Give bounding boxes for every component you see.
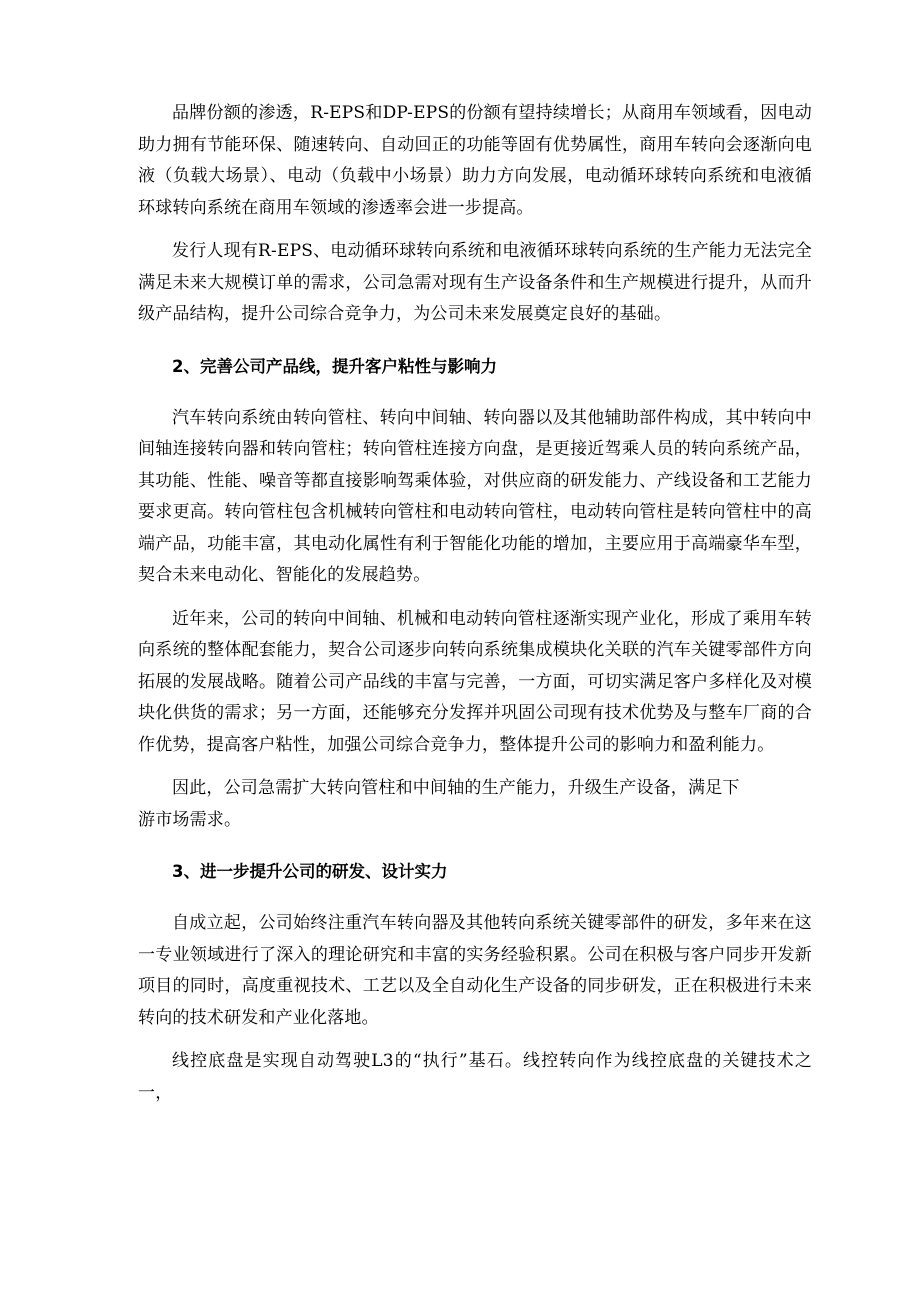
paragraph-capacity-need: 发行人现有R-EPS、电动循环球转向系统和电液循环球转向系统的生产能力无法完全满足未来大规模订单的需求，公司急需对现有生产设备条件和生产规模进行提升，从而升级产品结构，提升公司综合竞争力，为公司未来发展奠定良好的基础。: [138, 241, 812, 324]
paragraph-expand-capacity-line2: 游市场需求。: [138, 809, 242, 830]
paragraph-rnd: 自成立起，公司始终注重汽车转向器及其他转向系统关键零部件的研发，多年来在这一专业领域进行了深入的理论研究和丰富的实务经验积累。公司在积极与客户同步开发新项目的同时，高度重视技术、工艺以及全自动化生产设备的同步研发，正在积极进行未来转向的技术研发和产业化落地。: [138, 913, 812, 1028]
section-heading-3: 3、进一步提升公司的研发、设计实力: [172, 862, 448, 881]
paragraph-drive-by-wire: 线控底盘是实现自动驾驶L3的“执行”基石。线控转向作为线控底盘的关键技术之一，: [138, 1051, 812, 1103]
paragraph-steering-system: 汽车转向系统由转向管柱、转向中间轴、转向器以及其他辅助部件构成，其中转向中间轴连接转向器和转向管柱；转向管柱连接方向盘，是更接近驾乘人员的转向系统产品，其功能、性能、噪音等都直接影响驾乘体验，对供应商的研发能力、产线设备和工艺能力要求更高。转向管柱包含机械转向管柱和电动转向管柱，电动转向管柱是转向管柱中的高端产品，功能丰富，其电动化属性有利于智能化功能的增加，主要应用于高端豪华车型，契合未来电动化、智能化的发展趋势。: [138, 407, 812, 585]
paragraph-market-outlook: 品牌份额的渗透，R-EPS和DP-EPS的份额有望持续增长；从商用车领域看，因电动助力拥有节能环保、随速转向、自动回正的功能等固有优势属性，商用车转向会逐渐向电液（负载大场景）、电动（负载中小场景）助力方向发展，电动循环球转向系统和电液循环球转向系统在商用车领域的渗透率会进一步提高。: [138, 103, 812, 218]
document-page: [138, 98, 812, 1121]
section-heading-2: 2、完善公司产品线，提升客户粘性与影响力: [172, 356, 497, 376]
paragraph-industrialization: 近年来，公司的转向中间轴、机械和电动转向管柱逐渐实现产业化，形成了乘用车转向系统的整体配套能力，契合公司逐步向转向系统集成模块化关联的汽车关键零部件方向拓展的发展战略。随着公司产品线的丰富与完善，一方面，可切实满足客户多样化及对模块化供货的需求；另一方面，还能够充分发挥并巩固公司现有技术优势及与整车厂商的合作优势，提高客户粘性，加强公司综合竞争力，整体提升公司的影响力和盈利能力。: [138, 608, 812, 755]
paragraph-expand-capacity-line1: 因此，公司急需扩大转向管柱和中间轴的生产能力，升级生产设备，满足下: [172, 778, 740, 798]
paragraph-expand-capacity: [138, 773, 812, 805]
